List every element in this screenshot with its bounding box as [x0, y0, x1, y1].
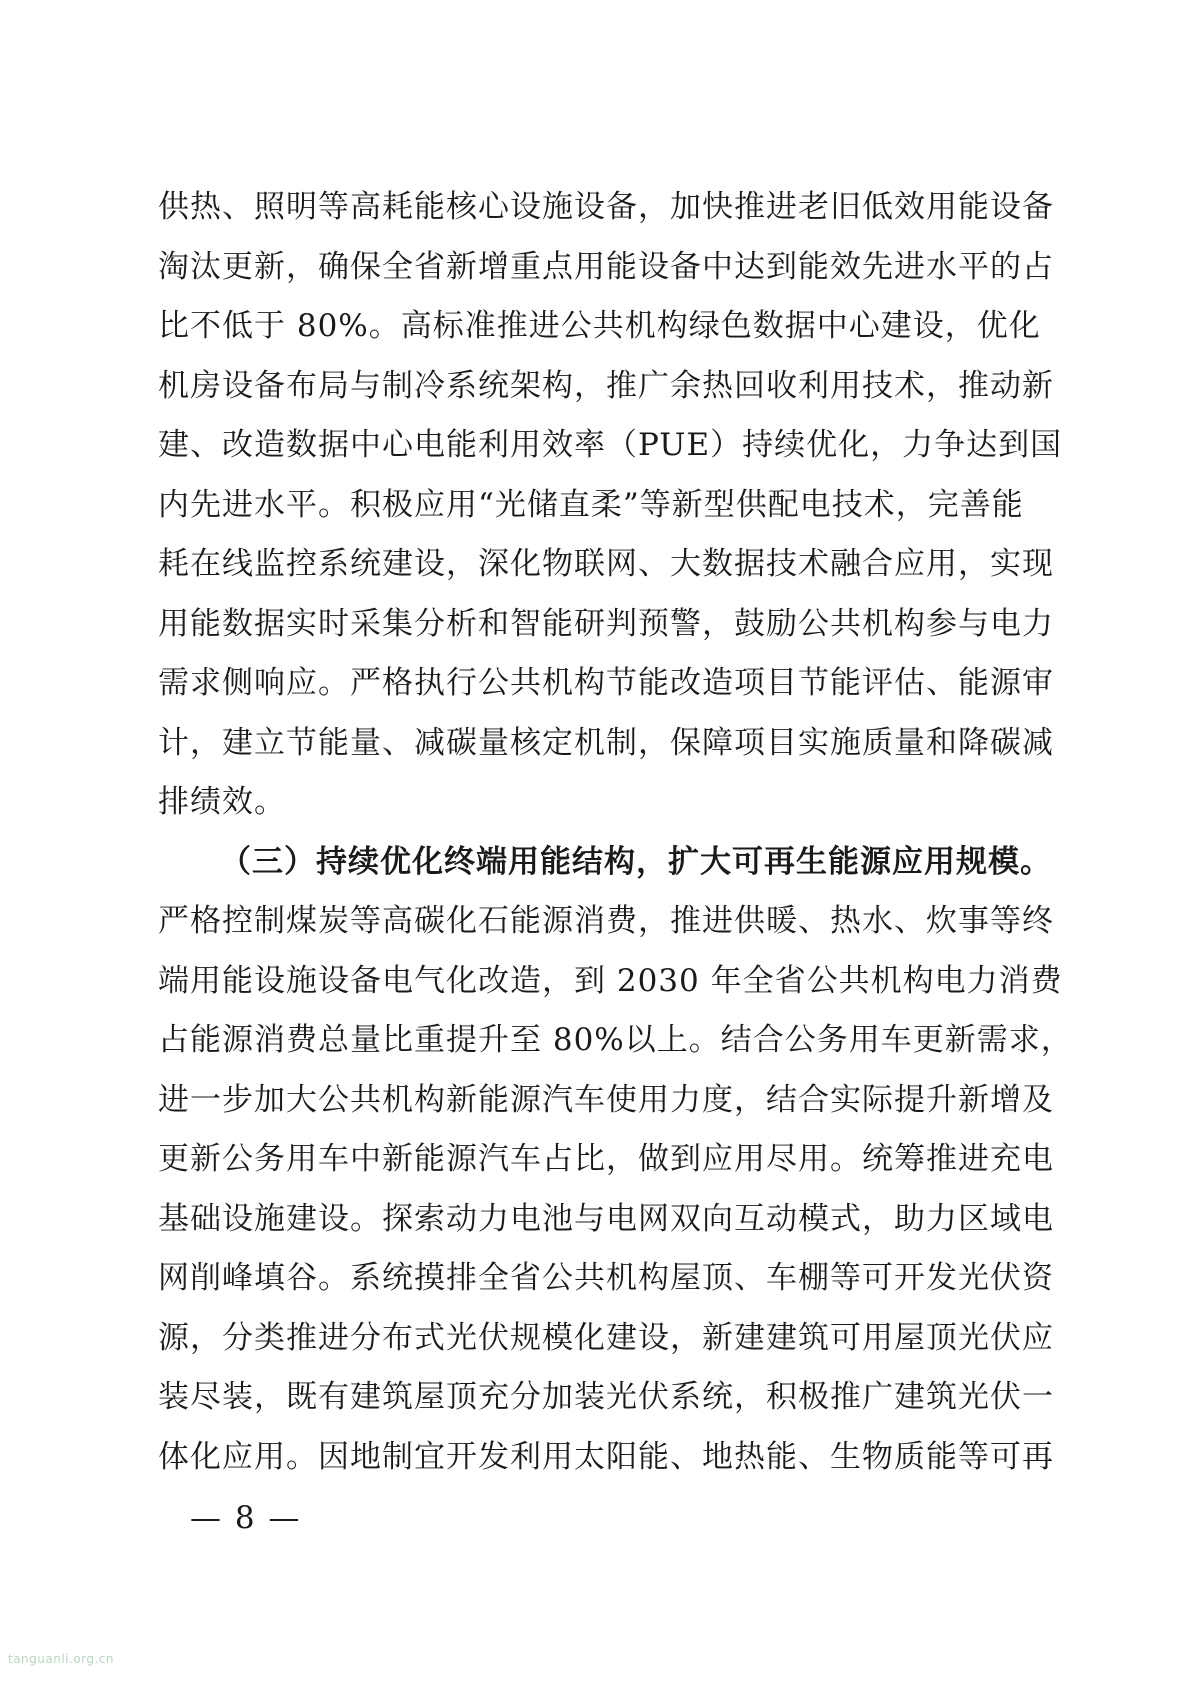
text-line: 内先进水平。积极应用“光储直柔”等新型供配电技术，完善能 [158, 486, 1024, 523]
text-line: 计，建立节能量、减碳量核定机制，保障项目实施质量和降碳减 [158, 724, 1054, 761]
text-line: 体化应用。因地制宜开发利用太阳能、地热能、生物质能等可再 [158, 1438, 1054, 1475]
section-heading: （三）持续优化终端用能结构，扩大可再生能源应用规模。 [220, 843, 1052, 880]
text-line: 网削峰填谷。系统摸排全省公共机构屋顶、车棚等可开发光伏资 [158, 1260, 1054, 1296]
text-line: 端用能设施设备电气化改造，到 2030 年全省公共机构电力消费 [158, 962, 1063, 999]
text-line: 比不低于 80%。高标准推进公共机构绿色数据中心建设，优化 [158, 308, 1041, 344]
text-line: 基础设施建设。探索动力电池与电网双向互动模式，助力区域电 [158, 1200, 1054, 1237]
document-body [158, 178, 1073, 1487]
text-line: 需求侧响应。严格执行公共机构节能改造项目节能评估、能源审 [158, 665, 1054, 701]
text-line: 源，分类推进分布式光伏规模化建设，新建建筑可用屋顶光伏应 [158, 1319, 1054, 1356]
text-line: 机房设备布局与制冷系统架构，推广余热回收利用技术，推动新 [158, 367, 1054, 404]
watermark: tanguanli.org.cn [8, 1652, 115, 1666]
text-line: 用能数据实时采集分析和智能研判预警，鼓励公共机构参与电力 [158, 605, 1054, 642]
text-line: 占能源消费总量比重提升至 80%以上。结合公务用车更新需求， [158, 1022, 1073, 1058]
text-line: 更新公务用车中新能源汽车占比，做到应用尽用。统筹推进充电 [158, 1141, 1054, 1177]
page-number: — 8 — [190, 1500, 302, 1536]
text-line: 严格控制煤炭等高碳化石能源消费，推进供暖、热水、炊事等终 [158, 903, 1054, 939]
text-line: 耗在线监控系统建设，深化物联网、大数据技术融合应用，实现 [158, 546, 1054, 582]
text-line: 建、改造数据中心电能利用效率（PUE）持续优化，力争达到国 [158, 427, 1063, 463]
text-line: 进一步加大公共机构新能源汽车使用力度，结合实际提升新增及 [158, 1081, 1054, 1118]
text-line: 淘汰更新，确保全省新增重点用能设备中达到能效先进水平的占 [158, 248, 1054, 285]
text-line: 供热、照明等高耗能核心设施设备，加快推进老旧低效用能设备 [158, 189, 1054, 225]
text-line: 装尽装，既有建筑屋顶充分加装光伏系统，积极推广建筑光伏一 [158, 1379, 1054, 1415]
text-line: 排绩效。 [158, 784, 286, 820]
